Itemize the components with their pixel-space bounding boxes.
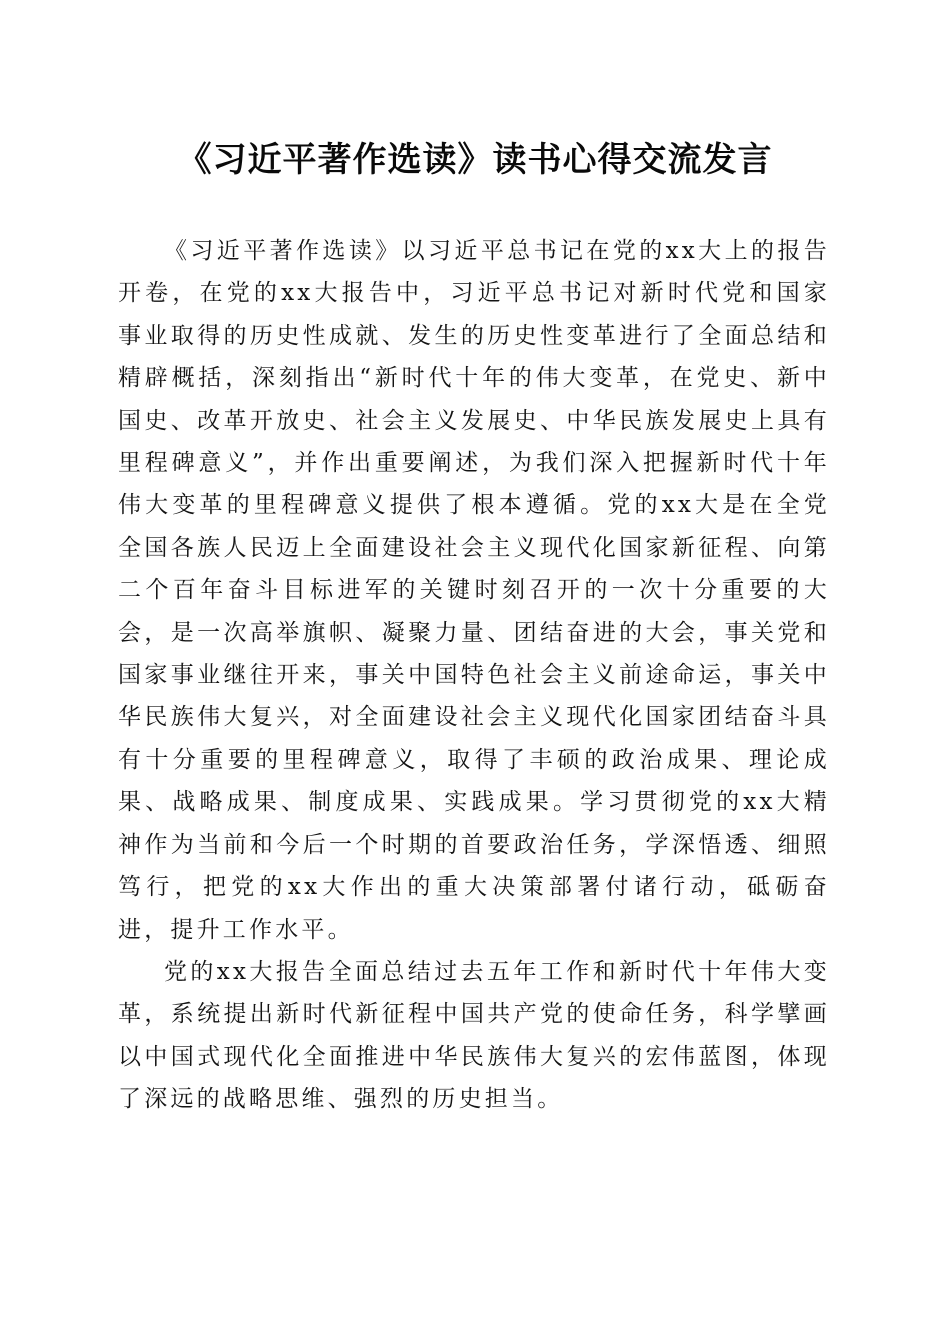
document-title: 《习近平著作选读》读书心得交流发言: [177, 140, 773, 180]
body-paragraph-1: 《习近平著作选读》以习近平总书记在党的xx大上的报告开卷，在党的xx大报告中，习近平总书记对新时代党和国家事业取得的历史性成就、发生的历史性变革进行了全面总结和精辟概括，深刻指出“新时代十年的伟大变革，在党史、新中国史、改革开放史、社会主义发展史、中华民族发展史上具有里程碑意义”，并作出重要阐述，为我们深入把握新时代十年伟大变革的里程碑意义提供了根本遵循。党的xx大是在全党全国各族人民迈上全面建设社会主义现代化国家新征程、向第二个百年奋斗目标进军的关键时刻召开的一次十分重要的大会，是一次高举旗帜、凝聚力量、团结奋进的大会，事关党和国家事业继往开来，事关中国特色社会主义前途命运，事关中华民族伟大复兴，对全面建设社会主义现代化国家团结奋斗具有十分重要的里程碑意义，取得了丰硕的政治成果、理论成果、战略成果、制度成果、实践成果。学习贯彻党的xx大精神作为当前和今后一个时期的首要政治任务，学深悟透、细照笃行，把党的xx大作出的重大决策部署付诸行动，砥砺奋进，提升工作水平。: [118, 238, 830, 943]
body-paragraph-2: 党的xx大报告全面总结过去五年工作和新时代十年伟大变革，系统提出新时代新征程中国共产党的使命任务，科学擘画以中国式现代化全面推进中华民族伟大复兴的宏伟蓝图，体现了深远的战略思维、强烈的历史担当。: [118, 958, 830, 1113]
document-body: [118, 230, 830, 1121]
